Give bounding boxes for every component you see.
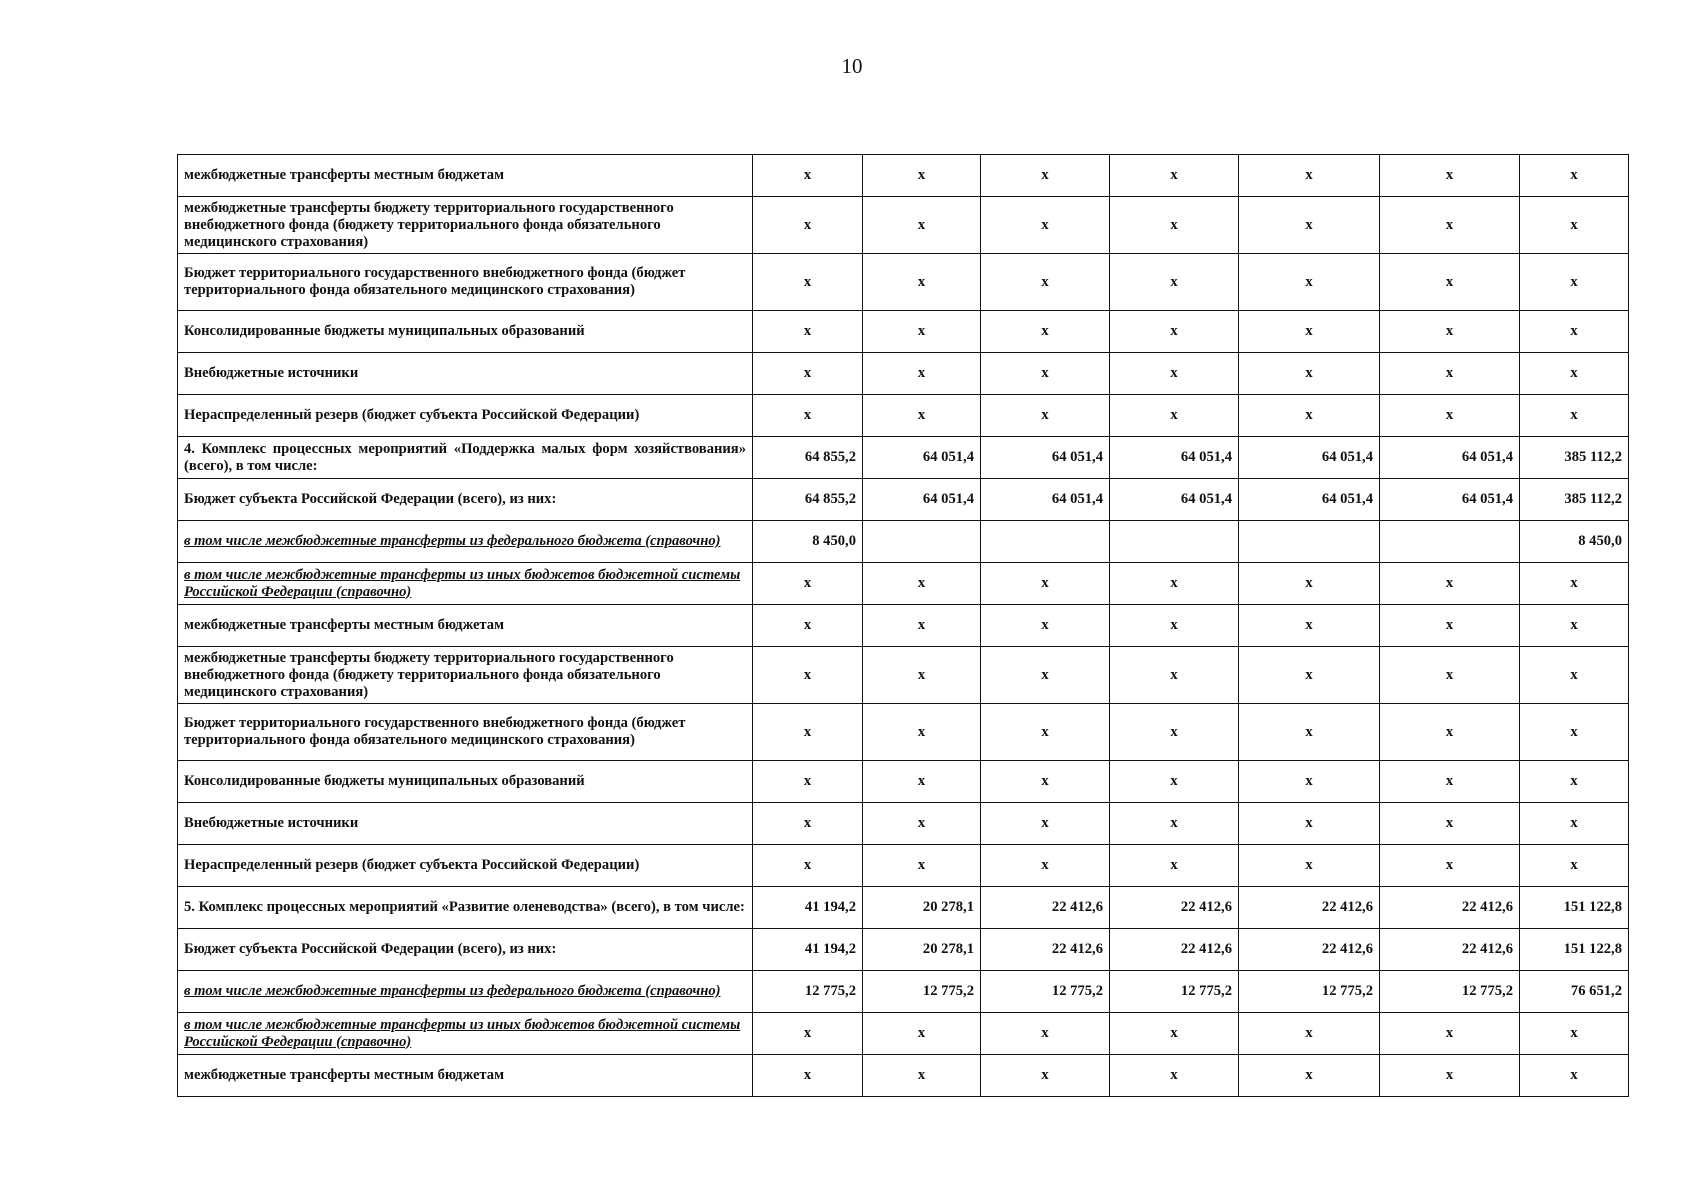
row-label xyxy=(178,254,753,311)
value-cell: x xyxy=(1380,803,1520,845)
table-row xyxy=(178,845,1629,887)
row-label xyxy=(178,521,753,563)
value-cell: x xyxy=(1520,254,1629,311)
value-cell: x xyxy=(1520,647,1629,704)
value-cell: x xyxy=(1239,647,1380,704)
value-cell: x xyxy=(753,803,863,845)
value-cell: x xyxy=(1380,761,1520,803)
row-label xyxy=(178,395,753,437)
value-cell: x xyxy=(981,353,1110,395)
table-row xyxy=(178,254,1629,311)
table-row xyxy=(178,155,1629,197)
row-label-text: 5. Комплекс процессных мероприятий «Развитие оленеводства» (всего), в том числе: xyxy=(184,899,745,915)
value-cell: 8 450,0 xyxy=(753,521,863,563)
value-cell xyxy=(1380,521,1520,563)
value-cell: 385 112,2 xyxy=(1520,437,1629,479)
value-cell: x xyxy=(981,845,1110,887)
row-label xyxy=(178,1013,753,1055)
table-row xyxy=(178,311,1629,353)
row-label xyxy=(178,1055,753,1097)
value-cell: x xyxy=(753,605,863,647)
row-label xyxy=(178,761,753,803)
value-cell xyxy=(1239,521,1380,563)
value-cell: 22 412,6 xyxy=(1239,887,1380,929)
row-label xyxy=(178,929,753,971)
value-cell: 64 051,4 xyxy=(1380,437,1520,479)
row-label-text: Бюджет территориального государственного внебюджетного фонда (бюджет территориального фонда обязательного медицинского страхования) xyxy=(184,715,686,748)
value-cell: x xyxy=(1239,1055,1380,1097)
row-label xyxy=(178,437,753,479)
value-cell: 22 412,6 xyxy=(981,887,1110,929)
row-label-text: Бюджет субъекта Российской Федерации (всего), из них: xyxy=(184,941,557,957)
row-label-text: в том числе межбюджетные трансферты из иных бюджетов бюджетной системы Российской Федерации (справочно) xyxy=(184,566,741,600)
value-cell: x xyxy=(1520,803,1629,845)
value-cell: x xyxy=(1110,197,1239,254)
value-cell: x xyxy=(1520,197,1629,254)
value-cell: x xyxy=(1110,353,1239,395)
value-cell: 41 194,2 xyxy=(753,929,863,971)
value-cell: x xyxy=(753,197,863,254)
value-cell: x xyxy=(1239,704,1380,761)
table-row xyxy=(178,971,1629,1013)
value-cell: x xyxy=(981,1055,1110,1097)
value-cell: x xyxy=(1520,845,1629,887)
value-cell: x xyxy=(981,563,1110,605)
value-cell: 64 855,2 xyxy=(753,479,863,521)
value-cell: x xyxy=(1239,254,1380,311)
table-row xyxy=(178,647,1629,704)
value-cell: x xyxy=(863,1055,981,1097)
value-cell: x xyxy=(1520,704,1629,761)
row-label-text: Нераспределенный резерв (бюджет субъекта Российской Федерации) xyxy=(184,407,640,423)
value-cell: 64 051,4 xyxy=(981,479,1110,521)
row-label-text: Консолидированные бюджеты муниципальных образований xyxy=(184,773,585,789)
value-cell: x xyxy=(981,155,1110,197)
value-cell: x xyxy=(1110,647,1239,704)
value-cell: x xyxy=(1520,1055,1629,1097)
row-label-text: межбюджетные трансферты местным бюджетам xyxy=(184,1067,505,1083)
value-cell: x xyxy=(753,563,863,605)
value-cell: x xyxy=(1520,761,1629,803)
row-label xyxy=(178,605,753,647)
row-label xyxy=(178,479,753,521)
value-cell: x xyxy=(981,761,1110,803)
table-row xyxy=(178,479,1629,521)
value-cell: 22 412,6 xyxy=(1380,887,1520,929)
value-cell: x xyxy=(981,395,1110,437)
value-cell: x xyxy=(1110,254,1239,311)
value-cell: 8 450,0 xyxy=(1520,521,1629,563)
value-cell: 22 412,6 xyxy=(1380,929,1520,971)
value-cell: 64 051,4 xyxy=(1110,437,1239,479)
value-cell: x xyxy=(981,1013,1110,1055)
value-cell: x xyxy=(863,254,981,311)
row-label-text: 4. Комплекс процессных мероприятий «Поддержка малых форм хозяйствования» (всего), в том числе: xyxy=(184,440,746,474)
value-cell: x xyxy=(1110,1013,1239,1055)
value-cell: x xyxy=(1239,803,1380,845)
row-label-text: межбюджетные трансферты бюджету территориального государственного внебюджетного фонда (бюджету территориального фонда обязательного медицинского страхования) xyxy=(184,199,674,250)
table-row xyxy=(178,803,1629,845)
value-cell: x xyxy=(1380,704,1520,761)
table-row xyxy=(178,395,1629,437)
value-cell: x xyxy=(1239,197,1380,254)
value-cell: 12 775,2 xyxy=(1110,971,1239,1013)
value-cell: 22 412,6 xyxy=(1239,929,1380,971)
value-cell: x xyxy=(753,1055,863,1097)
value-cell: 64 051,4 xyxy=(1239,437,1380,479)
table-row xyxy=(178,605,1629,647)
row-label xyxy=(178,845,753,887)
value-cell: x xyxy=(1380,1013,1520,1055)
row-label xyxy=(178,647,753,704)
value-cell: x xyxy=(1380,647,1520,704)
value-cell: x xyxy=(863,845,981,887)
value-cell: x xyxy=(1520,155,1629,197)
value-cell: 385 112,2 xyxy=(1520,479,1629,521)
value-cell: x xyxy=(863,647,981,704)
value-cell: x xyxy=(863,311,981,353)
value-cell: 64 051,4 xyxy=(863,437,981,479)
page-number: 10 xyxy=(841,54,863,78)
value-cell: x xyxy=(863,605,981,647)
row-label-text: в том числе межбюджетные трансферты из федерального бюджета (справочно) xyxy=(184,533,721,549)
row-label-text: межбюджетные трансферты бюджету территориального государственного внебюджетного фонда (бюджету территориального фонда обязательного медицинского страхования) xyxy=(184,649,674,700)
row-label-text: межбюджетные трансферты местным бюджетам xyxy=(184,617,505,633)
value-cell: x xyxy=(1520,1013,1629,1055)
value-cell: x xyxy=(863,395,981,437)
value-cell: x xyxy=(1380,1055,1520,1097)
value-cell: x xyxy=(1380,353,1520,395)
value-cell: x xyxy=(1110,395,1239,437)
row-label-text: Нераспределенный резерв (бюджет субъекта Российской Федерации) xyxy=(184,857,640,873)
value-cell: x xyxy=(1110,311,1239,353)
table-row xyxy=(178,353,1629,395)
value-cell: x xyxy=(1380,395,1520,437)
table-row xyxy=(178,761,1629,803)
value-cell: x xyxy=(1239,605,1380,647)
value-cell: x xyxy=(981,803,1110,845)
table-row xyxy=(178,1013,1629,1055)
table-row xyxy=(178,929,1629,971)
value-cell: x xyxy=(1239,311,1380,353)
table-row xyxy=(178,1055,1629,1097)
value-cell: 64 051,4 xyxy=(863,479,981,521)
value-cell: x xyxy=(981,605,1110,647)
value-cell: x xyxy=(1239,563,1380,605)
value-cell: x xyxy=(1239,395,1380,437)
value-cell: x xyxy=(863,761,981,803)
value-cell: x xyxy=(1520,605,1629,647)
value-cell: 64 051,4 xyxy=(1239,479,1380,521)
value-cell: 12 775,2 xyxy=(863,971,981,1013)
value-cell: x xyxy=(1380,845,1520,887)
value-cell: x xyxy=(753,155,863,197)
row-label xyxy=(178,704,753,761)
value-cell: x xyxy=(1239,1013,1380,1055)
value-cell: x xyxy=(753,311,863,353)
row-label xyxy=(178,803,753,845)
row-label-text: межбюджетные трансферты местным бюджетам xyxy=(184,167,505,183)
row-label xyxy=(178,563,753,605)
value-cell: x xyxy=(1239,353,1380,395)
row-label-text: Внебюджетные источники xyxy=(184,365,359,381)
value-cell: x xyxy=(753,704,863,761)
value-cell: x xyxy=(753,845,863,887)
value-cell: 20 278,1 xyxy=(863,887,981,929)
value-cell xyxy=(1110,521,1239,563)
value-cell: 12 775,2 xyxy=(1380,971,1520,1013)
row-label-text: в том числе межбюджетные трансферты из федерального бюджета (справочно) xyxy=(184,983,721,999)
value-cell: x xyxy=(1380,311,1520,353)
value-cell: x xyxy=(981,197,1110,254)
value-cell: x xyxy=(1110,563,1239,605)
row-label-text: Внебюджетные источники xyxy=(184,815,359,831)
table-row xyxy=(178,704,1629,761)
row-label-text: Бюджет субъекта Российской Федерации (всего), из них: xyxy=(184,491,557,507)
value-cell: 41 194,2 xyxy=(753,887,863,929)
value-cell: x xyxy=(1239,845,1380,887)
value-cell: x xyxy=(863,563,981,605)
value-cell: x xyxy=(863,155,981,197)
value-cell: 64 855,2 xyxy=(753,437,863,479)
value-cell: x xyxy=(1380,155,1520,197)
budget-table-body xyxy=(178,155,1629,1097)
table-row xyxy=(178,437,1629,479)
table-row xyxy=(178,887,1629,929)
value-cell: 22 412,6 xyxy=(1110,929,1239,971)
value-cell: x xyxy=(863,1013,981,1055)
value-cell: 64 051,4 xyxy=(1380,479,1520,521)
value-cell: x xyxy=(1110,1055,1239,1097)
value-cell: x xyxy=(863,803,981,845)
value-cell: 12 775,2 xyxy=(981,971,1110,1013)
row-label xyxy=(178,197,753,254)
table-row xyxy=(178,563,1629,605)
value-cell: x xyxy=(753,254,863,311)
value-cell: x xyxy=(1520,311,1629,353)
value-cell: x xyxy=(1110,845,1239,887)
value-cell xyxy=(863,521,981,563)
value-cell: x xyxy=(753,1013,863,1055)
value-cell: x xyxy=(981,254,1110,311)
value-cell: x xyxy=(863,704,981,761)
value-cell: x xyxy=(1520,395,1629,437)
value-cell: x xyxy=(1520,563,1629,605)
value-cell: x xyxy=(1110,803,1239,845)
value-cell: x xyxy=(981,311,1110,353)
value-cell: x xyxy=(753,395,863,437)
value-cell: 12 775,2 xyxy=(753,971,863,1013)
row-label xyxy=(178,155,753,197)
table-row xyxy=(178,197,1629,254)
value-cell: x xyxy=(1110,761,1239,803)
value-cell: 22 412,6 xyxy=(1110,887,1239,929)
value-cell: x xyxy=(753,647,863,704)
table-row xyxy=(178,521,1629,563)
value-cell: 64 051,4 xyxy=(1110,479,1239,521)
value-cell: x xyxy=(753,761,863,803)
value-cell: 22 412,6 xyxy=(981,929,1110,971)
row-label xyxy=(178,311,753,353)
row-label-text: Консолидированные бюджеты муниципальных образований xyxy=(184,323,585,339)
row-label-text: в том числе межбюджетные трансферты из иных бюджетов бюджетной системы Российской Федерации (справочно) xyxy=(184,1016,741,1050)
value-cell xyxy=(981,521,1110,563)
row-label xyxy=(178,971,753,1013)
value-cell: x xyxy=(1380,605,1520,647)
row-label xyxy=(178,887,753,929)
value-cell: x xyxy=(1239,761,1380,803)
value-cell: x xyxy=(1110,704,1239,761)
budget-table xyxy=(177,154,1629,1097)
value-cell: x xyxy=(1110,155,1239,197)
value-cell: x xyxy=(753,353,863,395)
row-label xyxy=(178,353,753,395)
value-cell: x xyxy=(1520,353,1629,395)
value-cell: 12 775,2 xyxy=(1239,971,1380,1013)
row-label-text: Бюджет территориального государственного внебюджетного фонда (бюджет территориального фонда обязательного медицинского страхования) xyxy=(184,265,686,298)
value-cell: x xyxy=(981,704,1110,761)
value-cell: 20 278,1 xyxy=(863,929,981,971)
value-cell: x xyxy=(1380,563,1520,605)
value-cell: 64 051,4 xyxy=(981,437,1110,479)
value-cell: 76 651,2 xyxy=(1520,971,1629,1013)
value-cell: x xyxy=(863,353,981,395)
value-cell: x xyxy=(1239,155,1380,197)
value-cell: x xyxy=(1380,197,1520,254)
value-cell: 151 122,8 xyxy=(1520,887,1629,929)
value-cell: x xyxy=(981,647,1110,704)
value-cell: x xyxy=(863,197,981,254)
value-cell: x xyxy=(1110,605,1239,647)
value-cell: x xyxy=(1380,254,1520,311)
value-cell: 151 122,8 xyxy=(1520,929,1629,971)
